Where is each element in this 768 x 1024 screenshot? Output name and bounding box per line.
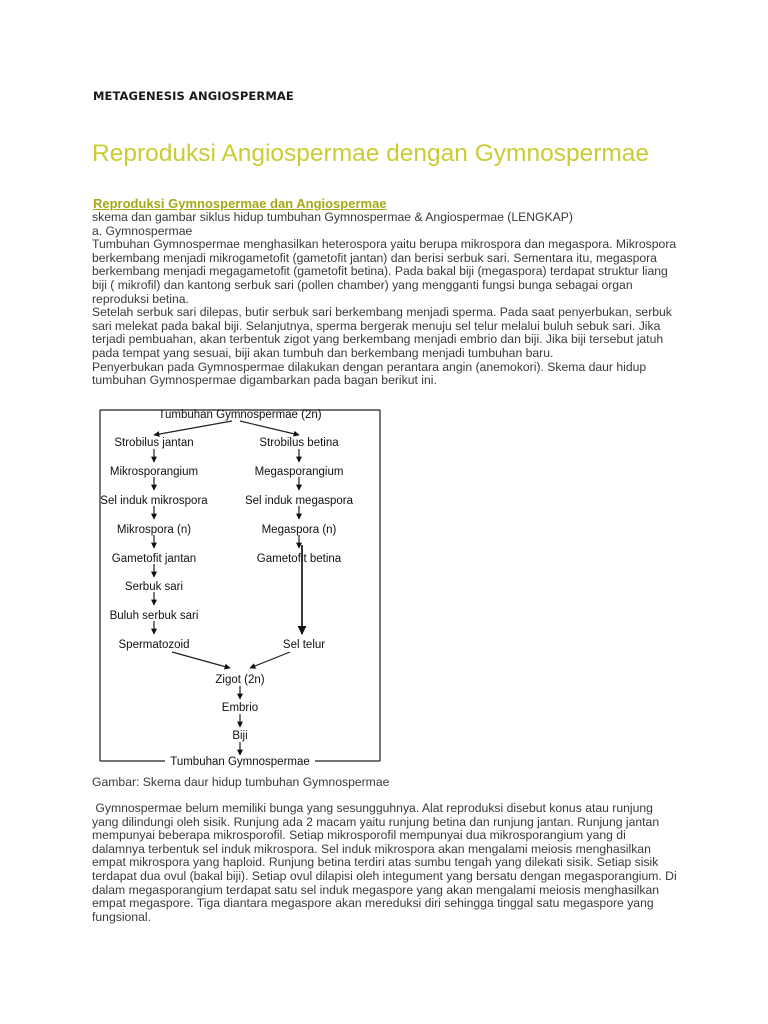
intro-paragraph: Setelah serbuk sari dilepas, butir serbuk sari berkembang menjadi sperma. Pada saat penyerbukan, serbuk sari melekat pada bakal biji. Selanjutnya, sperma bergerak menuju sel telur melalui buluh sebuk sari. Jika terjadi pembuahan, akan terbentuk zigot yang berkembang menjadi embrio dan biji. Jika biji tersebut jatuh pada tempat yang sesuai, biji akan tumbuh dan berkembang menjadi tumbuhan baru.	[92, 305, 672, 360]
node-right: Megasporangium	[254, 466, 344, 478]
node-center: Embrio	[221, 702, 259, 714]
life-cycle-svg	[92, 405, 392, 775]
node-left: Sel induk mikrospora	[100, 495, 208, 507]
node-left: Gametofit jantan	[111, 553, 197, 565]
node-right: Strobilus betina	[259, 437, 339, 449]
outro-text	[92, 802, 682, 924]
life-cycle-diagram	[92, 405, 392, 775]
intro-paragraph: Penyerbukan pada Gymnospermae dilakukan dengan perantara angin (anemokori). Skema daur hidup tumbuhan Gymnospermae digambarkan pada bagan berikut ini.	[92, 359, 647, 388]
node-right: Gametofit betina	[256, 553, 342, 565]
intro-line: skema dan gambar siklus hidup tumbuhan Gymnospermae & Angiospermae (LENGKAP)	[92, 210, 573, 224]
node-center: Biji	[232, 730, 248, 742]
node-center: Zigot (2n)	[215, 674, 265, 686]
node-right: Sel telur	[282, 639, 326, 651]
intro-paragraph: Tumbuhan Gymnospermae menghasilkan heterospora yaitu berupa mikrospora dan megaspora. Mikrospora berkembang menjadi mikrogametofit (gametofit jantan) dan berisi serbuk sari. Sementara itu, megaspora berkembang menjadi megagametofit (gametofit betina). Pada bakal biji (megaspora) terdapat struktur liang biji ( mikrofil) dan kantong serbuk sari (pollen chamber) yang mengganti fungsi bunga sebagai organ reproduksi betina.	[92, 237, 677, 306]
node-top: Tumbuhan Gymnospermae (2n)	[158, 409, 322, 421]
node-left: Serbuk sari	[124, 581, 184, 593]
node-right: Megaspora (n)	[261, 524, 337, 536]
node-left: Buluh serbuk sari	[109, 610, 199, 622]
subtitle-link[interactable]: Reproduksi Gymnospermae dan Angiospermae	[93, 196, 387, 211]
document-heading: METAGENESIS ANGIOSPERMAE	[93, 89, 294, 103]
outro-paragraph: Gymnospermae belum memiliki bunga yang sesungguhnya. Alat reproduksi disebut konus atau runjung yang dilindungi oleh sisik. Runjung ada 2 macam yaitu runjung betina dan runjung jantan. Runjung jantan mempunyai beberapa mikrosporofil. Setiap mikrosporofil mempunyai dua mikrosporangium yang di dalamnya terbentuk sel induk mikrospora. Sel induk mikrospora akan mengalami meiosis menghasilkan empat mikrospora yang haploid. Runjung betina terdiri atas sumbu tengah yang dilekati sisik. Setiap sisik terdapat dua ovul (bakal biji). Setiap ovul dilapisi oleh integument yang bersatu dengan megasporangium. Di dalam megasporangium terdapat satu sel induk megaspore yang akan mengalami meiosis menghasilkan empat megaspore. Tiga diantara megaspore akan mereduksi diri sehingga tinggal satu megaspore yang fungsional.	[92, 801, 681, 924]
arrow-top-left	[154, 421, 232, 435]
node-left: Mikrospora (n)	[116, 524, 192, 536]
figure-caption: Gambar: Skema daur hidup tumbuhan Gymnospermae	[92, 775, 390, 789]
page-title: Reproduksi Angiospermae dengan Gymnospermae	[92, 140, 650, 167]
node-center: Tumbuhan Gymnospermae	[170, 756, 310, 768]
node-left: Spermatozoid	[118, 639, 190, 651]
node-left: Strobilus jantan	[114, 437, 194, 449]
intro-text	[92, 211, 682, 388]
node-right: Sel induk megaspora	[244, 495, 354, 507]
arrow-top-right	[240, 421, 299, 435]
node-left: Mikrosporangium	[109, 466, 199, 478]
intro-line: a. Gymnospermae	[92, 223, 193, 238]
